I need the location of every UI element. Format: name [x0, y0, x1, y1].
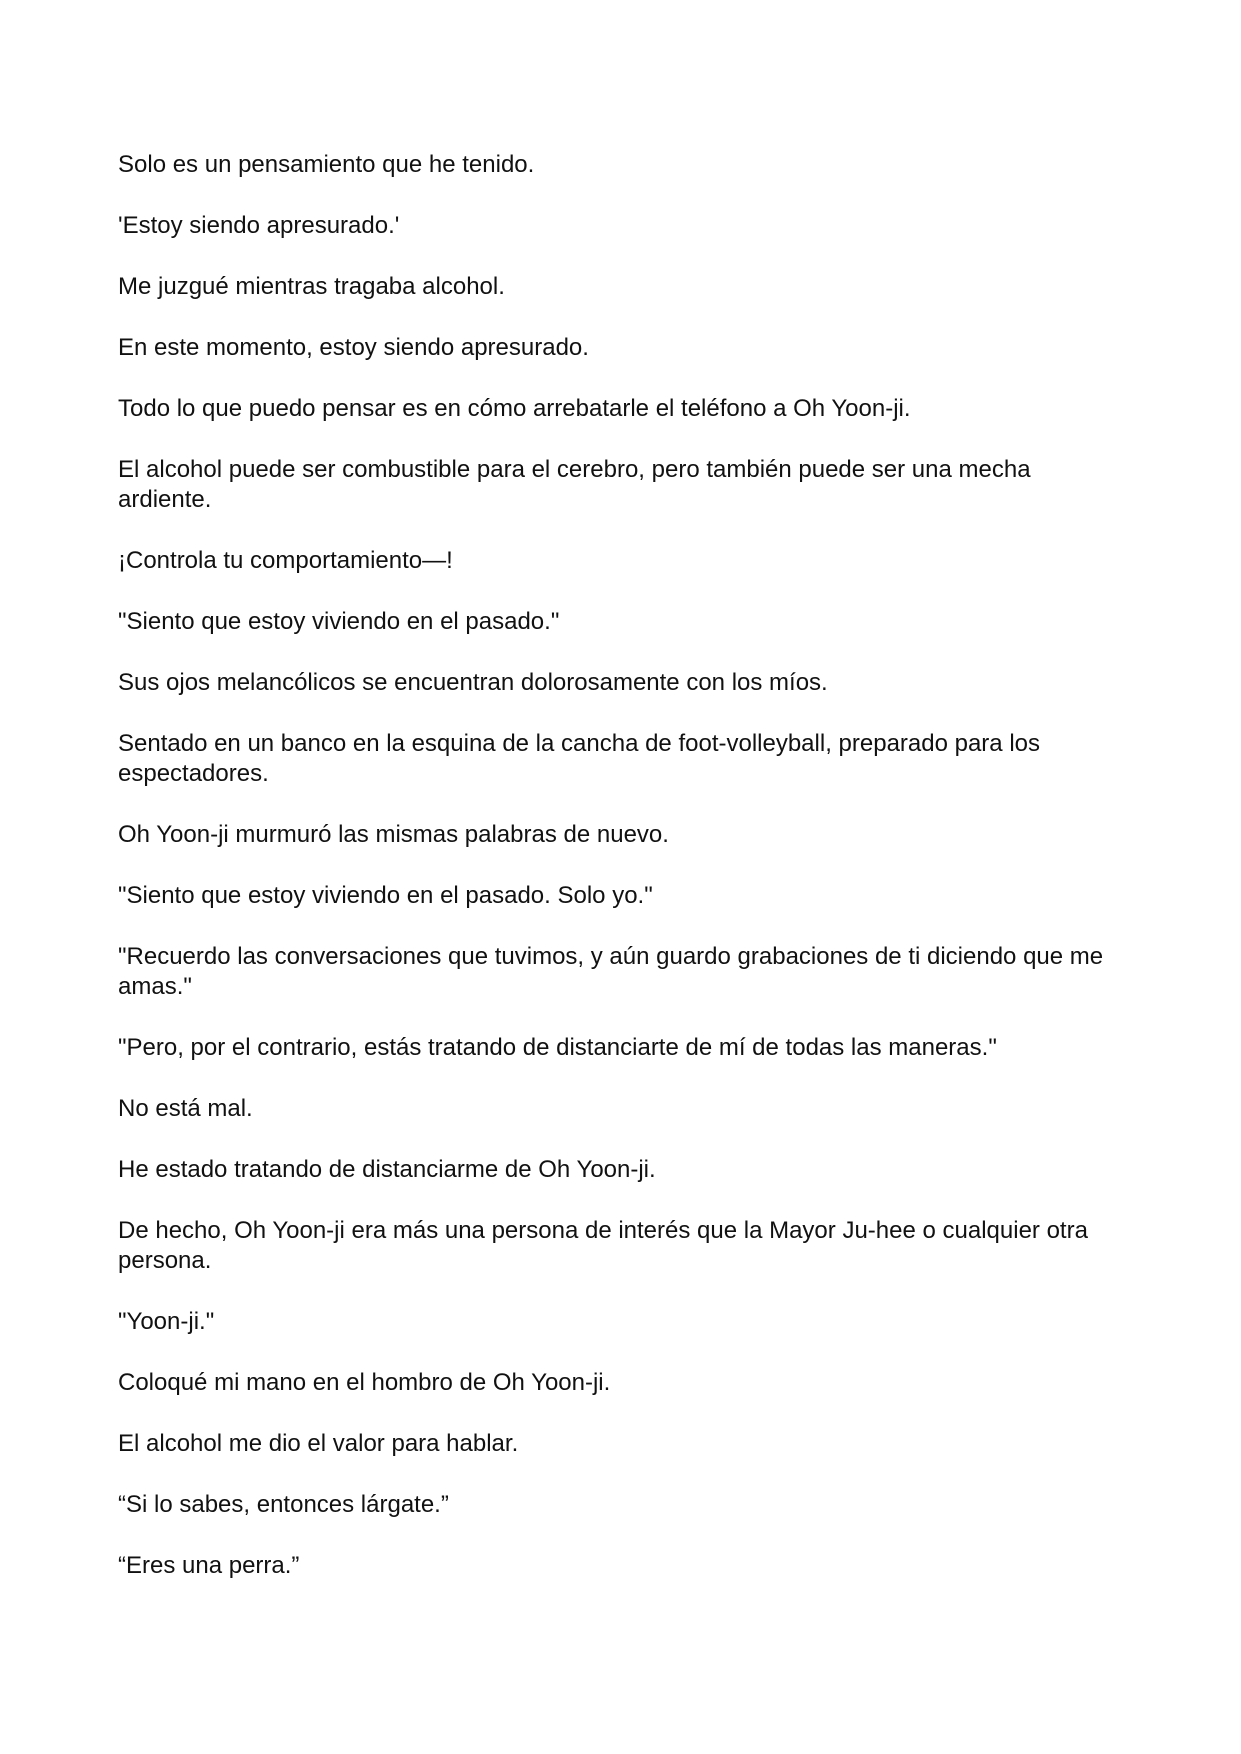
paragraph: Oh Yoon-ji murmuró las mismas palabras de nuevo.: [118, 821, 669, 848]
paragraph: ¡Controla tu comportamiento—!: [118, 547, 453, 574]
paragraph: "Siento que estoy viviendo en el pasado.": [118, 608, 560, 635]
paragraph: Coloqué mi mano en el hombro de Oh Yoon-ji.: [118, 1369, 611, 1396]
paragraph: Me juzgué mientras tragaba alcohol.: [118, 273, 505, 300]
paragraph: El alcohol me dio el valor para hablar.: [118, 1430, 519, 1457]
paragraph: De hecho, Oh Yoon-ji era más una persona de interés que la Mayor Ju-hee o cualquier otra persona.: [118, 1217, 1088, 1274]
paragraph: “Si lo sabes, entonces lárgate.”: [118, 1491, 449, 1518]
paragraph: Sus ojos melancólicos se encuentran dolorosamente con los míos.: [118, 669, 828, 696]
paragraph: "Siento que estoy viviendo en el pasado. Solo yo.": [118, 882, 653, 909]
paragraph: Solo es un pensamiento que he tenido.: [118, 151, 535, 178]
paragraph: Todo lo que puedo pensar es en cómo arrebatarle el teléfono a Oh Yoon-ji.: [118, 395, 911, 422]
paragraph: He estado tratando de distanciarme de Oh Yoon-ji.: [118, 1156, 656, 1183]
paragraph: "Pero, por el contrario, estás tratando de distanciarte de mí de todas las maneras.": [118, 1034, 997, 1061]
paragraph: "Yoon-ji.": [118, 1308, 215, 1335]
paragraph: 'Estoy siendo apresurado.': [118, 212, 400, 239]
paragraph: "Recuerdo las conversaciones que tuvimos, y aún guardo grabaciones de ti diciendo que me amas.": [118, 943, 1104, 1000]
paragraph: El alcohol puede ser combustible para el cerebro, pero también puede ser una mecha ardiente.: [118, 456, 1031, 513]
document-body: [118, 150, 1128, 1612]
paragraph: “Eres una perra.”: [118, 1552, 300, 1579]
paragraph: Sentado en un banco en la esquina de la cancha de foot-volleyball, preparado para los espectadores.: [118, 730, 1040, 787]
paragraph: En este momento, estoy siendo apresurado.: [118, 334, 589, 361]
paragraph: No está mal.: [118, 1095, 253, 1122]
